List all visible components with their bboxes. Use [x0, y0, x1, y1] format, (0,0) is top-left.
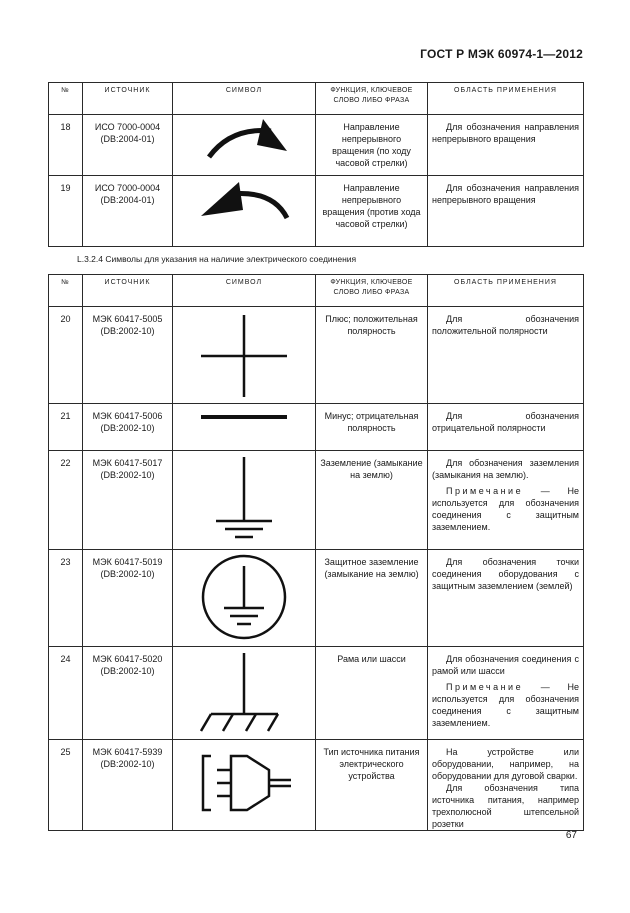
- row-number: 25: [49, 740, 83, 831]
- row-function: Направление непрерывного вращения (против хода часовой стрелки): [316, 176, 428, 247]
- symbols-table-connection: [48, 274, 584, 831]
- row-source: ИСО 7000-0004 (DB:2004-01): [83, 176, 173, 247]
- power-plug-icon: [173, 740, 316, 831]
- minus-icon: [173, 404, 316, 451]
- earth-ground-icon: [173, 451, 316, 550]
- section-caption: L.3.2.4 Символы для указания на наличие электрического соединения: [77, 254, 357, 264]
- table-row: [49, 307, 584, 404]
- col-source-header: ИСТОЧНИК: [83, 83, 173, 115]
- row-source: МЭК 60417-5939 (DB:2002-10): [83, 740, 173, 831]
- col-area-header: ОБЛАСТЬ ПРИМЕНЕНИЯ: [428, 83, 584, 115]
- row-area: Для обозначения соединения с рамой или шасси Примечание — Не используется для обозначения соединения с защитным заземлением.: [428, 647, 584, 740]
- col-symbol-header: СИМВОЛ: [173, 275, 316, 307]
- row-area: Для обозначения отрицательной полярности: [428, 404, 584, 451]
- row-number: 22: [49, 451, 83, 550]
- row-source: МЭК 60417-5005 (DB:2002-10): [83, 307, 173, 404]
- col-source-header: ИСТОЧНИК: [83, 275, 173, 307]
- row-function: Заземление (замыкание на землю): [316, 451, 428, 550]
- page-header: ГОСТ Р МЭК 60974-1—2012: [420, 47, 583, 61]
- table-row: [49, 404, 584, 451]
- row-number: 18: [49, 115, 83, 176]
- col-num-header: №: [49, 83, 83, 115]
- row-function: Минус; отрицательная полярность: [316, 404, 428, 451]
- row-source: МЭК 60417-5017 (DB:2002-10): [83, 451, 173, 550]
- row-source: МЭК 60417-5020 (DB:2002-10): [83, 647, 173, 740]
- note-label: Примечание: [446, 682, 524, 692]
- table-row: [49, 550, 584, 647]
- col-num-header: №: [49, 275, 83, 307]
- row-number: 20: [49, 307, 83, 404]
- row-source: МЭК 60417-5006 (DB:2002-10): [83, 404, 173, 451]
- page-number: 67: [565, 830, 577, 841]
- row-area: Для обозначения положительной полярности: [428, 307, 584, 404]
- table-row: [49, 740, 584, 831]
- table-header-row: [49, 275, 584, 307]
- clockwise-arrow-icon: [173, 115, 316, 176]
- note-label: Примечание: [446, 486, 524, 496]
- row-number: 24: [49, 647, 83, 740]
- row-function: Плюс; положительная полярность: [316, 307, 428, 404]
- row-source: ИСО 7000-0004 (DB:2004-01): [83, 115, 173, 176]
- row-area: Для обозначения заземления (замыкания на землю). Примечание — Не используется для обозначения соединения с защитным заземлением.: [428, 451, 584, 550]
- counterclockwise-arrow-icon: [173, 176, 316, 247]
- row-area: Для обозначения направления непрерывного вращения: [428, 115, 584, 176]
- row-number: 19: [49, 176, 83, 247]
- row-function: Тип источника питания электрического устройства: [316, 740, 428, 831]
- table-row: [49, 451, 584, 550]
- row-area: Для обозначения направления непрерывного вращения: [428, 176, 584, 247]
- row-function: Рама или шасси: [316, 647, 428, 740]
- col-function-header: ФУНКЦИЯ, КЛЮЧЕВОЕ СЛОВО ЛИБО ФРАЗА: [316, 83, 428, 115]
- row-number: 23: [49, 550, 83, 647]
- protective-earth-icon: [173, 550, 316, 647]
- col-symbol-header: СИМВОЛ: [173, 83, 316, 115]
- row-area: Для обозначения точки соединения оборудования с защитным заземлением (землей): [428, 550, 584, 647]
- col-area-header: ОБЛАСТЬ ПРИМЕНЕНИЯ: [428, 275, 584, 307]
- row-source: МЭК 60417-5019 (DB:2002-10): [83, 550, 173, 647]
- row-area: На устройстве или оборудовании, например, на оборудовании для дуговой сварки. Для обозначения типа источника питания, например трехполюсной штепсельной розетки: [428, 740, 584, 831]
- plus-icon: [173, 307, 316, 404]
- row-number: 21: [49, 404, 83, 451]
- table-header-row: [49, 83, 584, 115]
- table-row: [49, 115, 584, 176]
- col-function-header: ФУНКЦИЯ, КЛЮЧЕВОЕ СЛОВО ЛИБО ФРАЗА: [316, 275, 428, 307]
- row-function: Направление непрерывного вращения (по ходу часовой стрелки): [316, 115, 428, 176]
- table-row: [49, 176, 584, 247]
- row-function: Защитное заземление (замыкание на землю): [316, 550, 428, 647]
- symbols-table-rotation: [48, 82, 584, 247]
- frame-chassis-icon: [173, 647, 316, 740]
- table-row: [49, 647, 584, 740]
